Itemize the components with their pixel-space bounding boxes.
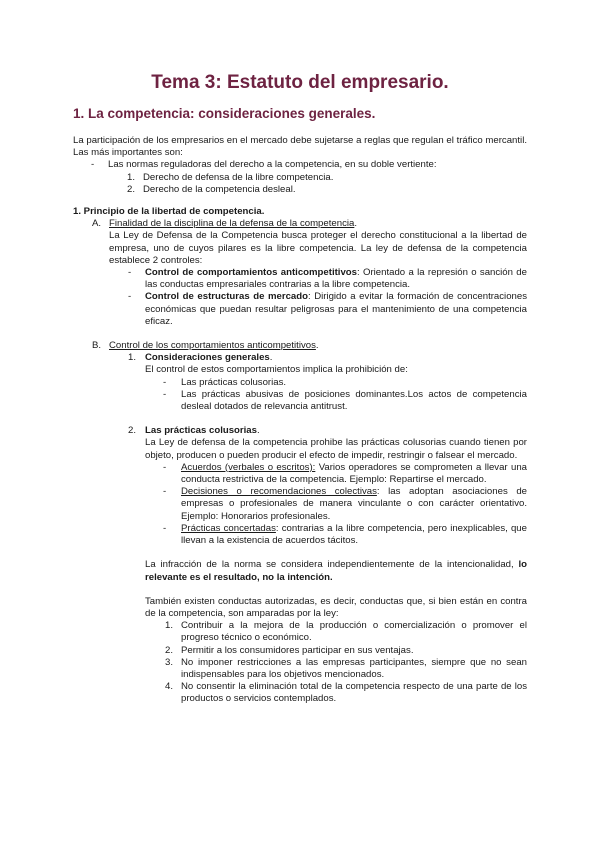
item-bold: Control de comportamientos anticompetitivos	[145, 267, 358, 279]
dash-marker: -	[163, 388, 167, 400]
item-text: : contrarias a la libre competencia, pero inexplicables, que llevan a la existencia de acuerdos tácitos.	[181, 522, 527, 547]
intro-dash-item	[73, 159, 527, 171]
document-body	[73, 135, 527, 706]
item-underlined: Prácticas concertadas	[181, 522, 276, 534]
authorized-item	[73, 681, 527, 705]
intro-sub-text: Derecho de la competencia desleal.	[143, 183, 296, 195]
list-number: 1.	[127, 171, 136, 183]
subsection-1-paragraph: El control de estos comportamientos implica la prohibición de:	[145, 364, 408, 376]
intro-sub-text: Derecho de defensa de la libre competencia.	[143, 171, 334, 183]
subsection-1-item	[73, 389, 527, 413]
item-text: Permitir a los consumidores participar en sus ventajas.	[181, 644, 414, 656]
subsection-1-item	[73, 377, 527, 389]
item-text: : Orientado a la represión o sanción de las conductas empresariales contrarias a la libre competencia.	[145, 267, 527, 291]
subsection-1-title-text: Consideraciones generales	[145, 352, 270, 364]
item-bold: Control de estructuras de mercado	[145, 291, 308, 303]
section-heading: 1. La competencia: consideraciones generales.	[73, 106, 376, 121]
dash-marker: -	[163, 522, 167, 534]
title-dot: .	[269, 352, 273, 364]
list-letter: A.	[92, 218, 102, 230]
title-dot: .	[256, 425, 260, 437]
dash-marker: -	[163, 376, 167, 388]
principle-heading: 1. Principio de la libertad de competencia.	[73, 206, 265, 218]
section-a-paragraph: La Ley de Defensa de la Competencia busca proteger el derecho constitucional a la libertad de empresa, uno de cuyos pilares es la libre competencia. La ley de defensa de la competencia establece 2 controles:	[109, 230, 527, 266]
item-underlined: Acuerdos (verbales o escritos):	[181, 461, 316, 473]
item-text: Las prácticas colusorias.	[181, 376, 287, 388]
list-number: 1.	[128, 352, 137, 364]
intro-dash-text: Las normas reguladoras del derecho a la competencia, en su doble vertiente:	[108, 159, 437, 171]
authorized-item	[73, 620, 527, 644]
page-title: Tema 3: Estatuto del empresario.	[151, 72, 449, 93]
intro-sub-item	[73, 172, 527, 184]
authorized-paragraph: También existen conductas autorizadas, es decir, conductas que, si bien están en contra de la competencia, son amparadas por la ley:	[145, 595, 527, 619]
subsection-2-paragraph: La Ley de defensa de la competencia prohibe las prácticas colusorias cuando tienen por objeto, producen o pueden producir el efecto de impedir, restringir o falsear el mercado.	[145, 437, 527, 461]
intro-paragraph: La participación de los empresarios en el mercado debe sujetarse a reglas que regulan el tráfico mercantil. Las más importantes son:	[73, 135, 527, 159]
dash-marker: -	[163, 461, 167, 473]
list-number: 4.	[165, 681, 174, 693]
list-number: 2.	[128, 425, 137, 437]
list-number: 1.	[165, 620, 174, 632]
subsection-1-title	[73, 352, 527, 364]
item-text: Varios operadores se comprometen a llevar una conducta restrictiva de la competencia. Ejemplo: Repartirse el mercado.	[181, 461, 527, 486]
dash-marker: -	[128, 291, 132, 303]
subsection-2-item	[73, 486, 527, 523]
subsection-2-title-text: Las prácticas colusorias	[145, 425, 257, 437]
title-dot: .	[315, 340, 319, 352]
title-dot: .	[354, 218, 358, 230]
list-number: 3.	[165, 656, 174, 668]
item-text: No imponer restricciones a las empresas participantes, siempre que no sean indispensables para los objetivos mencionados.	[181, 656, 527, 680]
section-a-title	[73, 218, 527, 230]
authorized-item	[73, 657, 527, 681]
infraction-text: La infracción de la norma se considera independientemente de la intencionalidad,	[145, 559, 519, 571]
item-text: Contribuir a la mejora de la producción o comercialización o promover el progreso técnico o económico.	[181, 620, 527, 644]
dash-marker: -	[128, 267, 132, 279]
authorized-item	[73, 645, 527, 657]
item-text: : las adoptan asociaciones de empresas o profesionales de manera vinculante o con carácter orientativo. Ejemplo: Honorarios profesionales.	[181, 486, 528, 522]
subsection-2-title	[73, 425, 527, 437]
item-text: : Dirigido a evitar la formación de concentraciones económicas que puedan resultar peligrosas para el mantenimiento de una competencia eficaz.	[145, 291, 527, 327]
section-a-item	[73, 267, 527, 291]
item-text: Las prácticas abusivas de posiciones dominantes.Los actos de competencia desleal dotados de relevancia antitrust.	[181, 388, 527, 413]
subsection-2-item	[73, 523, 527, 547]
item-underlined: Decisiones o recomendaciones colectivas	[181, 486, 377, 498]
infraction-bold: lo relevante es el resultado, no la intención.	[145, 559, 527, 583]
intro-sub-item	[73, 184, 527, 196]
dash-marker: -	[163, 486, 167, 498]
section-a-item	[73, 291, 527, 328]
section-a-title-text: Finalidad de la disciplina de la defensa de la competencia	[109, 218, 355, 230]
list-letter: B.	[92, 340, 102, 352]
section-b-title-text: Control de los comportamientos anticompetitivos	[109, 340, 316, 352]
list-number: 2.	[127, 183, 136, 195]
dash-marker: -	[91, 159, 95, 171]
list-number: 2.	[165, 644, 174, 656]
section-b-title	[73, 340, 527, 352]
subsection-2-item	[73, 462, 527, 486]
infraction-paragraph	[73, 559, 527, 583]
item-text: No consentir la eliminación total de la competencia respecto de una parte de los productos o servicios contemplados.	[181, 681, 527, 705]
